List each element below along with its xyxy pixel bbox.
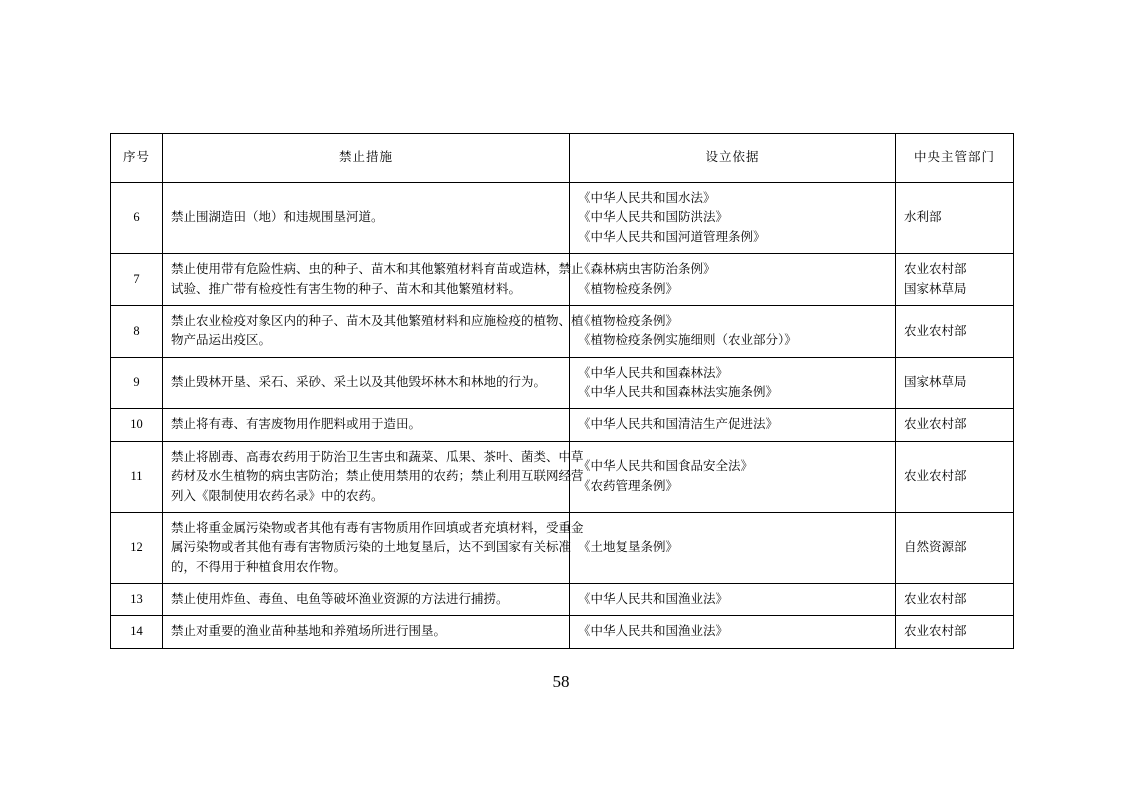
cell-basis	[570, 584, 896, 616]
basis-line: 《中华人民共和国清洁生产促进法》	[578, 417, 779, 432]
measure-line: 禁止将有毒、有害废物用作肥料或用于造田。	[171, 417, 422, 432]
department-line: 农业农村部	[904, 417, 967, 432]
measure-line: 禁止毁林开垦、采石、采砂、采土以及其他毁坏林木和林地的行为。	[171, 375, 547, 390]
cell-no: 8	[111, 305, 163, 357]
measure-line: 的，不得用于种植食用农作物。	[171, 559, 347, 574]
cell-measure	[163, 409, 570, 441]
cell-department	[896, 512, 1014, 583]
measure-line: 物产品运出疫区。	[171, 333, 272, 348]
cell-basis	[570, 357, 896, 409]
cell-measure	[163, 584, 570, 616]
measure-line: 禁止农业检疫对象区内的种子、苗木及其他繁殖材料和应施检疫的植物、植	[171, 313, 584, 328]
basis-line: 《中华人民共和国水法》	[578, 191, 716, 205]
basis-line: 《中华人民共和国森林法实施条例》	[578, 385, 779, 399]
table-row	[111, 254, 1014, 306]
basis-line: 《中华人民共和国食品安全法》	[578, 459, 754, 474]
cell-no: 7	[111, 254, 163, 306]
cell-department	[896, 305, 1014, 357]
cell-basis	[570, 183, 896, 254]
column-header-measure: 禁止措施	[163, 134, 570, 183]
table-row	[111, 183, 1014, 254]
table-row	[111, 512, 1014, 583]
basis-line: 《植物检疫条例》	[578, 281, 679, 296]
measure-line: 禁止将重金属污染物或者其他有毒有害物质用作回填或者充填材料，受重金	[171, 520, 584, 535]
cell-measure	[163, 254, 584, 306]
column-header-no: 序号	[111, 134, 163, 183]
department-line: 国家林草局	[904, 375, 967, 390]
table-row	[111, 616, 1014, 648]
cell-no: 9	[111, 357, 163, 409]
department-line: 农业农村部	[904, 592, 967, 606]
cell-no: 6	[111, 183, 163, 254]
cell-no: 14	[111, 616, 163, 648]
cell-measure	[163, 357, 570, 409]
cell-basis	[570, 616, 896, 648]
cell-department	[896, 254, 1014, 306]
measure-line: 列入《限制使用农药名录》中的农药。	[171, 488, 384, 503]
table-row	[111, 305, 1014, 357]
cell-department	[896, 616, 1014, 648]
table-row	[111, 441, 1014, 512]
basis-line: 《中华人民共和国渔业法》	[578, 624, 729, 639]
cell-measure	[163, 512, 584, 583]
cell-measure	[163, 183, 570, 254]
cell-no: 12	[111, 512, 163, 583]
basis-line: 《中华人民共和国河道管理条例》	[578, 229, 766, 244]
cell-no: 13	[111, 584, 163, 616]
department-line: 农业农村部	[904, 624, 967, 639]
table-row	[111, 357, 1014, 409]
measure-line: 禁止将剧毒、高毒农药用于防治卫生害虫和蔬菜、瓜果、茶叶、菌类、中草	[171, 449, 584, 464]
table-header-row	[111, 134, 1014, 183]
department-line: 农业农村部	[904, 323, 967, 338]
department-line: 自然资源部	[904, 540, 967, 555]
cell-measure	[163, 616, 570, 648]
measure-line: 禁止使用带有危险性病、虫的种子、苗木和其他繁殖材料育苗或造林，禁止	[171, 262, 584, 277]
measure-line: 禁止使用炸鱼、毒鱼、电鱼等破坏渔业资源的方法进行捕捞。	[171, 592, 509, 606]
department-line: 国家林草局	[904, 281, 967, 296]
cell-department	[896, 584, 1014, 616]
basis-line: 《森林病虫害防治条例》	[578, 262, 716, 277]
basis-line: 《农药管理条例》	[578, 478, 679, 493]
table-body	[111, 183, 1014, 649]
table-row	[111, 584, 1014, 616]
cell-basis	[570, 441, 896, 512]
basis-line: 《中华人民共和国防洪法》	[578, 210, 729, 225]
column-header-department: 中央主管部门	[896, 134, 1014, 183]
cell-measure	[163, 441, 584, 512]
cell-basis	[570, 409, 896, 441]
table-row	[111, 409, 1014, 441]
prohibition-measures-table	[110, 133, 1014, 649]
department-line: 农业农村部	[904, 469, 967, 484]
cell-basis	[570, 512, 896, 583]
cell-department	[896, 409, 1014, 441]
cell-department	[896, 183, 1014, 254]
basis-line: 《中华人民共和国渔业法》	[578, 592, 729, 606]
prohibition-measures-table-wrapper	[110, 133, 1013, 649]
column-header-basis: 设立依据	[570, 134, 896, 183]
department-line: 水利部	[904, 210, 942, 225]
table-header	[111, 134, 1014, 183]
cell-department	[896, 357, 1014, 409]
measure-line: 药材及水生植物的病虫害防治；禁止使用禁用的农药；禁止利用互联网经营	[171, 469, 584, 484]
cell-no: 11	[111, 441, 163, 512]
cell-basis	[570, 305, 896, 357]
page-number: 58	[552, 672, 570, 691]
department-line: 农业农村部	[904, 262, 967, 277]
measure-line: 属污染物或者其他有毒有害物质污染的土地复垦后，达不到国家有关标准	[171, 540, 572, 555]
basis-line: 《中华人民共和国森林法》	[578, 365, 729, 380]
cell-department	[896, 441, 1014, 512]
basis-line: 《土地复垦条例》	[578, 540, 679, 555]
measure-line: 禁止围湖造田（地）和违规围垦河道。	[171, 210, 384, 225]
cell-measure	[163, 305, 584, 357]
basis-line: 《植物检疫条例实施细则（农业部分）》	[578, 333, 797, 348]
measure-line: 禁止对重要的渔业苗种基地和养殖场所进行围垦。	[171, 624, 447, 639]
basis-line: 《植物检疫条例》	[578, 313, 679, 328]
measure-line: 试验、推广带有检疫性有害生物的种子、苗木和其他繁殖材料。	[171, 281, 522, 296]
cell-basis	[570, 254, 896, 306]
cell-no: 10	[111, 409, 163, 441]
